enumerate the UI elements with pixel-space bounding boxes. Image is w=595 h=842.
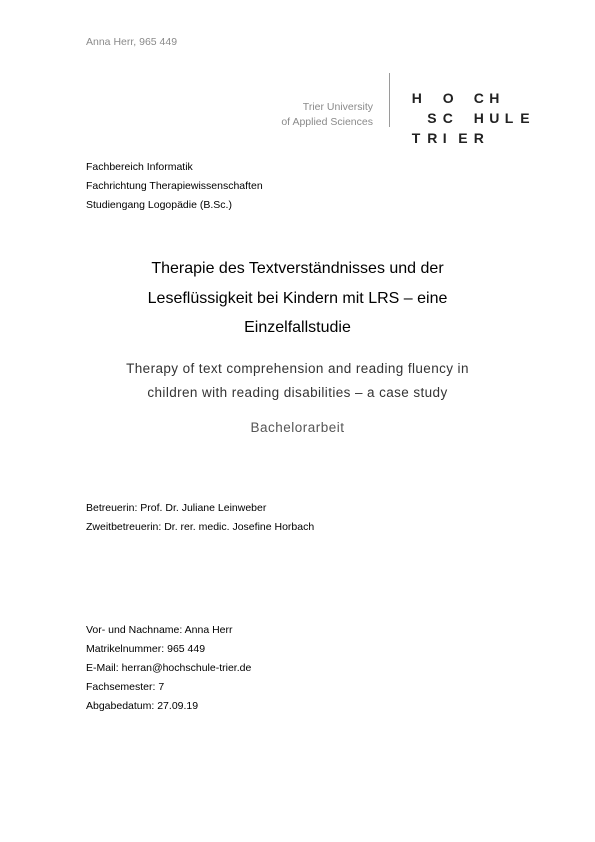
author-name: Vor- und Nachname: Anna Herr bbox=[86, 624, 233, 636]
submission-date: Abgabedatum: 27.09.19 bbox=[86, 700, 199, 712]
header-author: Anna Herr, 965 449 bbox=[86, 36, 178, 48]
document-type: Bachelorarbeit bbox=[250, 420, 345, 435]
department-line: Studiengang Logopädie (B.Sc.) bbox=[86, 199, 232, 211]
supervisor-line: Betreuerin: Prof. Dr. Juliane Leinweber bbox=[86, 502, 267, 514]
english-title-line2: children with reading disabilities – a case study bbox=[147, 385, 448, 400]
logo-divider bbox=[389, 73, 390, 127]
thesis-title-line1: Therapie des Textverständnisses und der bbox=[151, 260, 444, 277]
university-english-name-line1: Trier University bbox=[302, 101, 373, 113]
english-title-line1: Therapy of text comprehension and reading fluency in bbox=[126, 361, 469, 376]
department-line: Fachrichtung Therapiewissenschaften bbox=[86, 180, 263, 192]
second-supervisor-line: Zweitbetreuerin: Dr. rer. medic. Josefine Horbach bbox=[86, 521, 315, 533]
department-line: Fachbereich Informatik bbox=[86, 161, 193, 173]
university-english-name-line2: of Applied Sciences bbox=[281, 116, 373, 128]
logo-row-3: T R I E R bbox=[411, 130, 484, 146]
logo-row-1: H O C H bbox=[411, 90, 500, 106]
thesis-title-line3: Einzelfallstudie bbox=[244, 319, 351, 336]
email-address: E-Mail: herran@hochschule-trier.de bbox=[86, 662, 252, 674]
matriculation-number: Matrikelnummer: 965 449 bbox=[86, 643, 206, 655]
thesis-title-line2: Leseflüssigkeit bei Kindern mit LRS – eine bbox=[147, 290, 448, 307]
semester: Fachsemester: 7 bbox=[86, 681, 165, 693]
logo-row-2: S C H U L E bbox=[427, 110, 530, 126]
